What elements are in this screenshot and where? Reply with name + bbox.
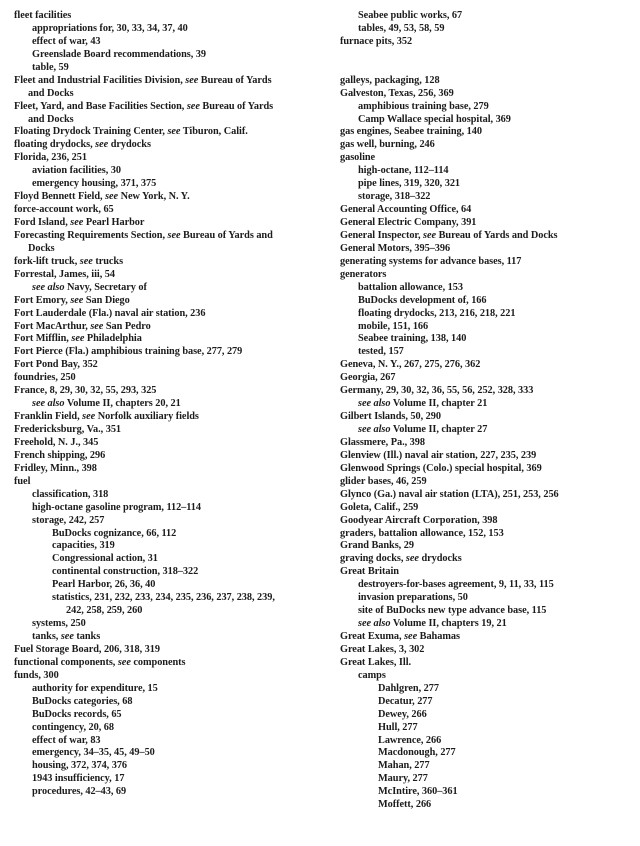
index-entry xyxy=(14,230,334,243)
entry-text: Decatur, 277 xyxy=(378,695,433,707)
entry-text: authority for expenditure, 15 xyxy=(32,682,158,694)
index-entry xyxy=(340,152,632,165)
entry-text: pipe lines, 319, 320, 321 xyxy=(358,178,461,190)
entry-text: continental construction, 318–322 xyxy=(52,566,199,578)
entry-text: destroyers-for-bases agreement, 9, 11, 33, 115 xyxy=(358,579,554,591)
index-entry xyxy=(340,502,632,515)
index-entry xyxy=(14,566,334,579)
index-entry xyxy=(340,49,632,62)
index-entry xyxy=(340,683,632,696)
see-reference-label: see xyxy=(71,333,85,345)
index-entry xyxy=(14,282,334,295)
entry-text: funds, 300 xyxy=(14,669,59,681)
see-reference-label: see xyxy=(117,656,131,668)
see-reference-label: see xyxy=(95,139,109,151)
see-reference-target: Tiburon, Calif. xyxy=(182,126,248,138)
see-reference-target: Bureau of Yards and Docks xyxy=(438,229,558,241)
entry-text: Geneva, N. Y., 267, 275, 276, 362 xyxy=(340,359,481,371)
entry-text: camps xyxy=(358,669,386,681)
index-entry xyxy=(340,385,632,398)
entry-text: Goodyear Aircraft Corporation, 398 xyxy=(340,514,498,526)
entry-text: General Inspector, xyxy=(340,229,424,241)
entry-text: Great Exuma, xyxy=(340,631,405,642)
index-entry xyxy=(340,139,632,152)
index-entry xyxy=(14,670,334,683)
see-reference-target: Volume II, chapter 21 xyxy=(392,398,488,410)
entry-text: Goleta, Calif., 259 xyxy=(340,501,419,513)
index-entry xyxy=(340,243,632,256)
see-reference-target: San Diego xyxy=(85,294,130,306)
index-entry xyxy=(340,178,632,191)
see-reference-label: see xyxy=(82,411,96,423)
index-entry xyxy=(340,62,632,75)
index-entry xyxy=(340,463,632,476)
entry-text: effect of war, 43 xyxy=(32,35,101,47)
see-reference-target: New York, N. Y. xyxy=(120,191,190,203)
see-reference-label: see xyxy=(60,631,74,642)
entry-text: contingency, 20, 68 xyxy=(32,721,114,733)
index-entry xyxy=(340,372,632,385)
see-reference-target: Volume II, chapters 20, 21 xyxy=(66,398,181,410)
entry-text: fork-lift truck, xyxy=(14,255,80,267)
see-reference-label: see also xyxy=(358,618,391,630)
see-reference-label: see also xyxy=(32,398,65,410)
see-reference-target: Pearl Harbor xyxy=(85,217,145,228)
entry-text: Fridley, Minn., 398 xyxy=(14,462,97,474)
index-entry xyxy=(340,101,632,114)
see-reference-label: see xyxy=(70,294,84,306)
index-entry xyxy=(14,450,334,463)
index-entry xyxy=(340,321,632,334)
index-entry xyxy=(14,631,334,644)
index-entry xyxy=(340,333,632,346)
index-entry xyxy=(14,75,334,88)
index-entry xyxy=(14,23,334,36)
index-entry xyxy=(14,152,334,165)
index-entry xyxy=(340,747,632,760)
entry-text: Georgia, 267 xyxy=(340,372,396,384)
entry-text: BuDocks development of, 166 xyxy=(358,294,487,306)
index-entry xyxy=(14,346,334,359)
index-entry xyxy=(14,515,334,528)
index-entry xyxy=(14,773,334,786)
index-entry xyxy=(340,114,632,127)
entry-text: Fort Mifflin, xyxy=(14,333,72,345)
index-entry xyxy=(340,670,632,683)
index-entry xyxy=(340,760,632,773)
see-reference-label: see xyxy=(405,553,419,565)
index-entry xyxy=(340,528,632,541)
index-entry xyxy=(14,644,334,657)
entry-text: appropriations for, 30, 33, 34, 37, 40 xyxy=(32,22,188,34)
index-entry xyxy=(14,178,334,191)
entry-text: Glenview (Ill.) naval air station, 227, 235, 239 xyxy=(340,449,537,461)
index-entry xyxy=(14,10,334,23)
see-reference-target: Volume II, chapters 19, 21 xyxy=(392,618,507,630)
index-entry xyxy=(340,476,632,489)
entry-text: 1943 insufficiency, 17 xyxy=(32,773,125,785)
index-entry xyxy=(340,126,632,139)
entry-text: emergency housing, 371, 375 xyxy=(32,178,157,190)
see-reference-target: components xyxy=(133,656,186,668)
see-reference-label: see also xyxy=(358,398,391,410)
index-entry xyxy=(14,735,334,748)
see-reference-label: see xyxy=(79,255,93,267)
entry-text: table, 59 xyxy=(32,61,69,73)
index-entry xyxy=(340,696,632,709)
index-entry xyxy=(340,657,632,670)
entry-text: battalion allowance, 153 xyxy=(358,281,463,293)
see-reference-label: see xyxy=(90,320,104,332)
index-entry xyxy=(14,696,334,709)
index-entry xyxy=(340,359,632,372)
index-entry xyxy=(14,502,334,515)
entry-text: force-account work, 65 xyxy=(14,204,114,216)
entry-text: gasoline xyxy=(340,152,376,164)
index-entry xyxy=(14,243,334,256)
see-reference-target: Bureau of Yards xyxy=(202,100,274,112)
index-entry xyxy=(340,308,632,321)
entry-text: McIntire, 360–361 xyxy=(378,786,458,798)
entry-text: Grand Banks, 29 xyxy=(340,540,414,552)
index-entry xyxy=(340,540,632,553)
index-entry xyxy=(340,75,632,88)
entry-text: Fort Emory, xyxy=(14,294,71,306)
see-reference-label: see xyxy=(70,217,84,228)
index-entry xyxy=(340,217,632,230)
index-entry xyxy=(340,709,632,722)
entry-text: tables, 49, 53, 58, 59 xyxy=(358,22,445,34)
entry-text: graving docks, xyxy=(340,553,406,565)
entry-text: storage, 318–322 xyxy=(358,191,431,203)
entry-text: General Motors, 395–396 xyxy=(340,242,451,254)
entry-text: Pearl Harbor, 26, 36, 40 xyxy=(52,579,156,591)
entry-text: Seabee public works, 67 xyxy=(358,10,463,21)
entry-text: France, 8, 29, 30, 32, 55, 293, 325 xyxy=(14,385,157,397)
entry-text: high-octane gasoline program, 112–114 xyxy=(32,501,202,513)
index-entry xyxy=(14,722,334,735)
entry-text: site of BuDocks new type advance base, 115 xyxy=(358,605,547,617)
index-entry xyxy=(14,709,334,722)
see-reference-target: tanks xyxy=(76,631,101,642)
entry-text: Moffett, 266 xyxy=(378,799,432,811)
entry-text: floating drydocks, 213, 216, 218, 221 xyxy=(358,307,516,319)
index-entry xyxy=(14,786,334,799)
index-entry xyxy=(14,359,334,372)
index-entry xyxy=(14,139,334,152)
index-entry xyxy=(340,10,632,23)
index-entry xyxy=(340,191,632,204)
entry-text: Germany, 29, 30, 32, 36, 55, 56, 252, 328, 333 xyxy=(340,385,534,397)
entry-text: tanks, xyxy=(32,631,61,642)
see-reference-target: Bureau of Yards and xyxy=(183,229,273,241)
entry-text: graders, battalion allowance, 152, 153 xyxy=(340,527,504,539)
entry-text: glider bases, 46, 259 xyxy=(340,475,427,487)
entry-text: housing, 372, 374, 376 xyxy=(32,760,128,772)
entry-text: Floating Drydock Training Center, xyxy=(14,126,168,138)
index-entry xyxy=(14,308,334,321)
index-entry xyxy=(340,450,632,463)
see-reference-target: drydocks xyxy=(110,139,151,151)
index-entry xyxy=(340,773,632,786)
index-entry xyxy=(14,398,334,411)
entry-text: generators xyxy=(340,268,387,280)
entry-text: Franklin Field, xyxy=(14,411,83,423)
index-entry xyxy=(340,398,632,411)
see-reference-label: see xyxy=(423,229,437,241)
index-entry xyxy=(14,101,334,114)
entry-text: Fort Pond Bay, 352 xyxy=(14,359,98,371)
see-reference-target: Volume II, chapter 27 xyxy=(392,424,488,435)
see-reference-label: see xyxy=(167,229,181,241)
entry-text: Floyd Bennett Field, xyxy=(14,191,106,203)
index-entry xyxy=(340,618,632,631)
entry-text: furnace pits, 352 xyxy=(340,35,413,47)
index-entry xyxy=(14,126,334,139)
index-entry xyxy=(340,735,632,748)
entry-text: and Docks xyxy=(28,113,74,125)
entry-text: fuel xyxy=(14,475,31,487)
entry-text: emergency, 34–35, 45, 49–50 xyxy=(32,747,155,759)
see-reference-label: see xyxy=(404,631,418,642)
entry-text: systems, 250 xyxy=(32,618,86,630)
entry-text: floating drydocks, xyxy=(14,139,96,151)
entry-text: gas well, burning, 246 xyxy=(340,139,435,151)
entry-text: foundries, 250 xyxy=(14,372,76,384)
index-entry xyxy=(340,204,632,217)
entry-text: BuDocks categories, 68 xyxy=(32,695,133,707)
index-entry xyxy=(14,553,334,566)
index-entry xyxy=(340,424,632,437)
index-entry xyxy=(14,321,334,334)
index-entry xyxy=(14,269,334,282)
index-entry xyxy=(14,411,334,424)
entry-text: aviation facilities, 30 xyxy=(32,165,121,177)
see-reference-target: San Pedro xyxy=(105,320,151,332)
index-entry xyxy=(14,114,334,127)
entry-text: and Docks xyxy=(28,87,74,99)
index-column-left xyxy=(14,10,334,799)
index-entry xyxy=(14,540,334,553)
index-entry xyxy=(14,657,334,670)
entry-text: invasion preparations, 50 xyxy=(358,592,468,604)
index-entry xyxy=(14,605,334,618)
index-column-right xyxy=(340,10,632,812)
index-entry xyxy=(340,437,632,450)
index-entry xyxy=(14,489,334,502)
entry-text: Galveston, Texas, 256, 369 xyxy=(340,87,454,99)
index-entry xyxy=(14,760,334,773)
entry-text: Congressional action, 31 xyxy=(52,553,158,565)
index-entry xyxy=(14,683,334,696)
entry-text: Freehold, N. J., 345 xyxy=(14,436,99,448)
entry-text: Ford Island, xyxy=(14,217,71,228)
index-entry xyxy=(14,191,334,204)
index-entry xyxy=(340,722,632,735)
index-entry xyxy=(340,88,632,101)
index-entry xyxy=(14,204,334,217)
index-entry xyxy=(340,592,632,605)
index-entry xyxy=(14,424,334,437)
entry-text: Greenslade Board recommendations, 39 xyxy=(32,48,207,60)
index-entry xyxy=(14,528,334,541)
index-entry xyxy=(14,618,334,631)
index-entry xyxy=(14,385,334,398)
index-entry xyxy=(340,256,632,269)
entry-text: high-octane, 112–114 xyxy=(358,165,449,177)
entry-text: storage, 242, 257 xyxy=(32,514,105,526)
index-entry xyxy=(14,372,334,385)
entry-text: Glassmere, Pa., 398 xyxy=(340,436,425,448)
index-entry xyxy=(14,592,334,605)
see-reference-label: see xyxy=(185,74,199,86)
index-entry xyxy=(340,411,632,424)
entry-text: tested, 157 xyxy=(358,346,404,358)
entry-text: Gilbert Islands, 50, 290 xyxy=(340,411,441,423)
entry-text: BuDocks cognizance, 66, 112 xyxy=(52,527,177,539)
entry-text: Great Britain xyxy=(340,566,399,578)
see-reference-target: Bahamas xyxy=(419,631,460,642)
index-entry xyxy=(340,631,632,644)
entry-text: Florida, 236, 251 xyxy=(14,152,87,164)
entry-text: classification, 318 xyxy=(32,488,109,500)
see-reference-target: trucks xyxy=(95,255,124,267)
index-entry xyxy=(340,230,632,243)
index-entry xyxy=(14,36,334,49)
entry-text: amphibious training base, 279 xyxy=(358,100,489,112)
entry-text: General Electric Company, 391 xyxy=(340,217,477,228)
see-reference-target: Philadelphia xyxy=(86,333,142,345)
entry-text: General Accounting Office, 64 xyxy=(340,204,472,216)
entry-text: gas engines, Seabee training, 140 xyxy=(340,126,482,138)
entry-text: French shipping, 296 xyxy=(14,449,106,461)
index-entry xyxy=(340,165,632,178)
entry-text: Fredericksburg, Va., 351 xyxy=(14,424,122,435)
see-reference-label: see xyxy=(105,191,119,203)
entry-text: procedures, 42–43, 69 xyxy=(32,786,127,798)
entry-text: Fleet and Industrial Facilities Division, xyxy=(14,74,186,86)
index-entry xyxy=(14,747,334,760)
see-reference-label: see also xyxy=(32,281,65,293)
entry-text: Fort MacArthur, xyxy=(14,320,91,332)
entry-text: Glenwood Springs (Colo.) special hospital, 369 xyxy=(340,462,542,474)
entry-text: Maury, 277 xyxy=(378,773,428,785)
entry-text: Fort Lauderdale (Fla.) naval air station, 236 xyxy=(14,307,206,319)
index-entry xyxy=(14,476,334,489)
entry-text: mobile, 151, 166 xyxy=(358,320,429,332)
index-entry xyxy=(340,489,632,502)
index-entry xyxy=(14,88,334,101)
entry-text: statistics, 231, 232, 233, 234, 235, 236, 237, 238, 239, xyxy=(52,592,275,604)
entry-text: Hull, 277 xyxy=(378,721,418,733)
index-entry xyxy=(14,579,334,592)
index-entry xyxy=(340,269,632,282)
index-entry xyxy=(14,217,334,230)
see-reference-target: Bureau of Yards xyxy=(200,74,272,86)
entry-text: 242, 258, 259, 260 xyxy=(66,605,143,617)
index-entry xyxy=(14,256,334,269)
index-entry xyxy=(340,566,632,579)
entry-text: Great Lakes, Ill. xyxy=(340,656,412,668)
index-entry xyxy=(340,23,632,36)
index-entry xyxy=(14,49,334,62)
entry-text: effect of war, 83 xyxy=(32,734,101,746)
entry-text: Forrestal, James, iii, 54 xyxy=(14,268,115,280)
entry-text: Dahlgren, 277 xyxy=(378,682,439,694)
index-entry xyxy=(340,786,632,799)
entry-text: Mahan, 277 xyxy=(378,760,430,772)
index-entry xyxy=(14,165,334,178)
entry-text: Dewey, 266 xyxy=(378,708,427,720)
index-entry xyxy=(14,463,334,476)
entry-text: generating systems for advance bases, 117 xyxy=(340,255,522,267)
index-entry xyxy=(14,333,334,346)
index-entry xyxy=(340,553,632,566)
see-reference-target: Navy, Secretary of xyxy=(67,281,147,293)
entry-text: Glynco (Ga.) naval air station (LTA), 251, 253, 256 xyxy=(340,488,559,500)
see-reference-label: see xyxy=(167,126,181,138)
entry-text: galleys, packaging, 128 xyxy=(340,74,440,86)
entry-text: Camp Wallace special hospital, 369 xyxy=(358,113,511,125)
index-entry xyxy=(340,282,632,295)
entry-text: Fuel Storage Board, 206, 318, 319 xyxy=(14,643,160,655)
entry-text: Fleet, Yard, and Base Facilities Section, xyxy=(14,100,187,112)
index-entry xyxy=(340,605,632,618)
index-entry xyxy=(340,799,632,812)
entry-text: functional components, xyxy=(14,656,118,668)
see-reference-target: drydocks xyxy=(421,553,462,565)
index-entry xyxy=(340,36,632,49)
entry-text: Forecasting Requirements Section, xyxy=(14,229,168,241)
index-entry xyxy=(14,295,334,308)
see-reference-label: see also xyxy=(358,424,391,435)
entry-text: Great Lakes, 3, 302 xyxy=(340,643,425,655)
index-entry xyxy=(340,515,632,528)
index-entry xyxy=(340,579,632,592)
see-reference-target: Norfolk auxiliary fields xyxy=(97,411,199,423)
entry-text: fleet facilities xyxy=(14,10,72,21)
see-reference-label: see xyxy=(186,100,200,112)
index-entry xyxy=(340,295,632,308)
index-entry xyxy=(14,437,334,450)
entry-text: BuDocks records, 65 xyxy=(32,708,122,720)
entry-text: Macdonough, 277 xyxy=(378,747,456,759)
entry-text: capacities, 319 xyxy=(52,540,115,552)
index-entry xyxy=(340,644,632,657)
entry-text: Docks xyxy=(28,242,55,254)
entry-text: Lawrence, 266 xyxy=(378,734,442,746)
index-entry xyxy=(14,62,334,75)
entry-text: Seabee training, 138, 140 xyxy=(358,333,467,345)
index-entry xyxy=(340,346,632,359)
entry-text: Fort Pierce (Fla.) amphibious training base, 277, 279 xyxy=(14,346,243,358)
